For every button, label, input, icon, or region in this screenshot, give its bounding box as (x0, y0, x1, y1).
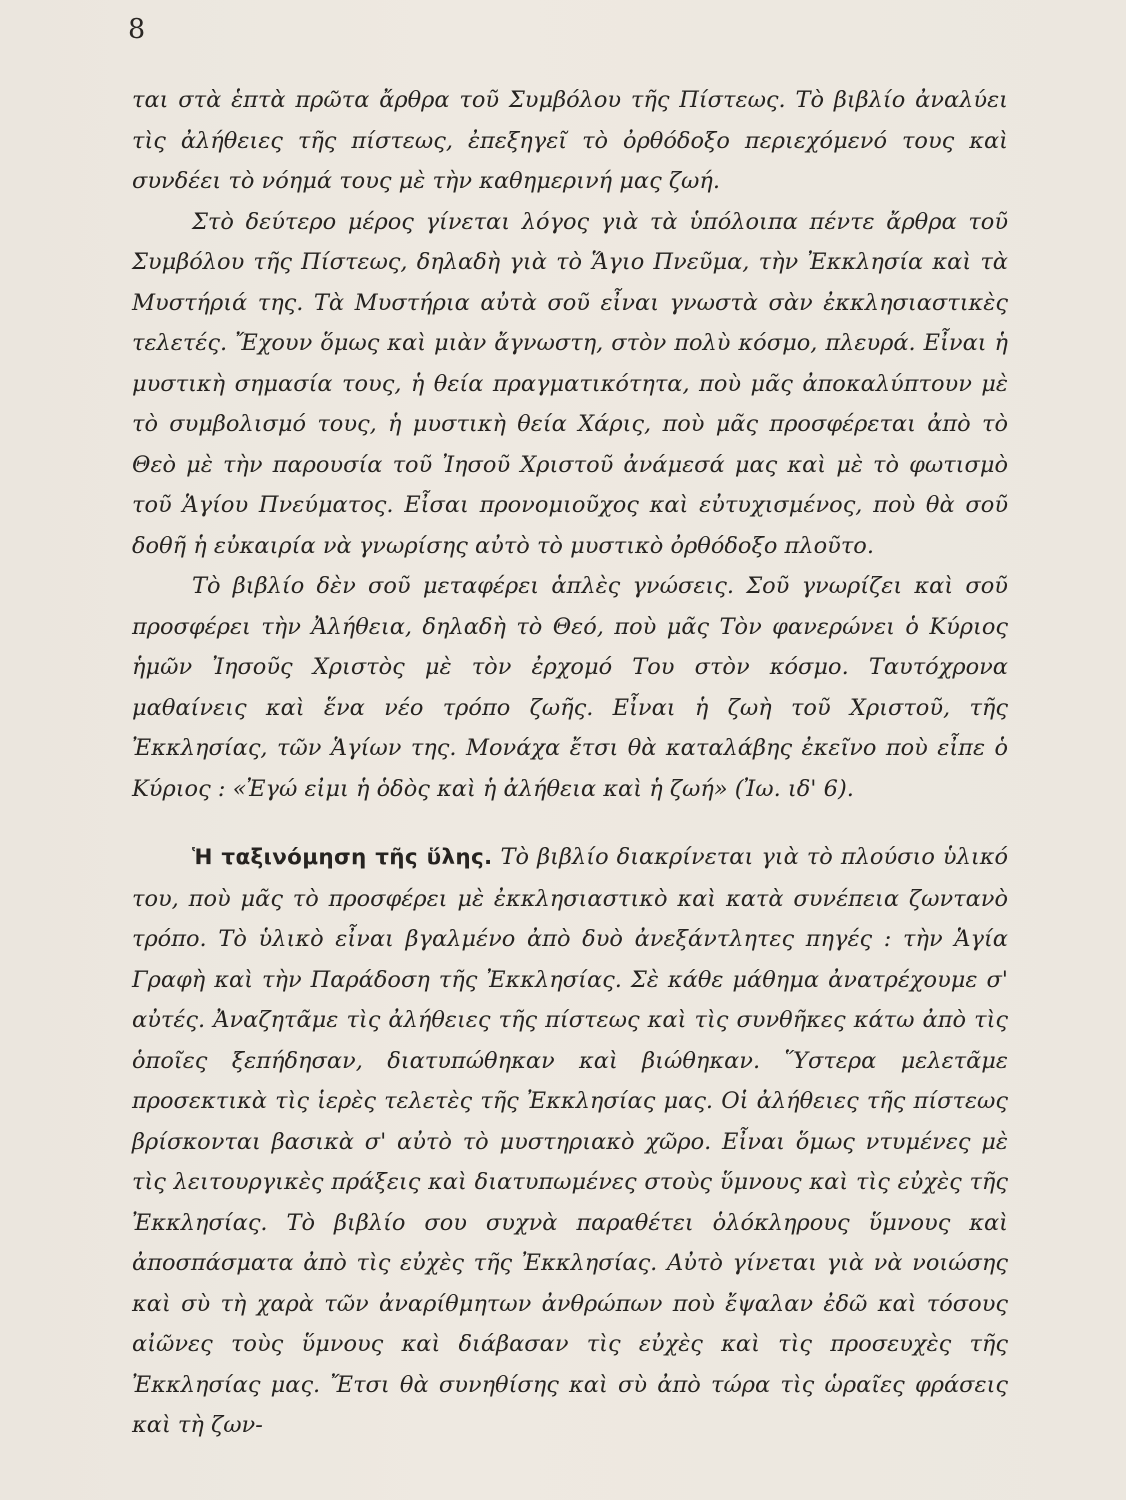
paragraph-continuation: ται στὰ ἑπτὰ πρῶτα ἄρθρα τοῦ Συμβόλου τῆς Πίστεως. Τὸ βιβλίο ἀναλύει τὶς ἀλήθειες τῆς πίστεως, ἐπεξηγεῖ τὸ ὀρθόδοξο περιεχόμενό τους καὶ συνδέει τὸ νόημά τους μὲ τὴν καθημερινή μας ζωή. (132, 87, 1008, 194)
paragraph-second-part: Στὸ δεύτερο μέρος γίνεται λόγος γιὰ τὰ ὑπόλοιπα πέντε ἄρθρα τοῦ Συμβόλου τῆς Πίστεως, δηλαδὴ γιὰ τὸ Ἅγιο Πνεῦμα, τὴν Ἐκκλησία καὶ τὰ Μυστήριά της. Τὰ Μυστήρια αὐτὰ σοῦ εἶναι γνωστὰ σὰν ἐκκλησιαστικὲς τελετές. Ἔχουν ὅμως καὶ μιὰν ἄγνωστη, στὸν πολὺ κόσμο, πλευρά. Εἶναι ἡ μυστικὴ σημασία τους, ἡ θεία πραγματικότητα, ποὺ μᾶς ἀποκαλύπτουν μὲ τὸ συμβολισμό τους, ἡ μυστικὴ θεία Χάρις, ποὺ μᾶς προσφέρεται ἀπὸ τὸ Θεὸ μὲ τὴν παρουσία τοῦ Ἰησοῦ Χριστοῦ ἀνάμεσά μας καὶ μὲ τὸ φωτισμὸ τοῦ Ἁγίου Πνεύματος. Εἶσαι προνομιοῦχος καὶ εὐτυχισμένος, ποὺ θὰ σοῦ δοθῆ ἡ εὐκαιρία νὰ γνωρίσης αὐτὸ τὸ μυστικὸ ὀρθόδοξο πλοῦτο. (132, 208, 1008, 559)
body-text (132, 80, 1008, 1446)
paragraph-book-purpose: Τὸ βιβλίο δὲν σοῦ μεταφέρει ἁπλὲς γνώσεις. Σοῦ γνωρίζει καὶ σοῦ προσφέρει τὴν Ἀλήθεια, δηλαδὴ τὸ Θεό, ποὺ μᾶς Τὸν φανερώνει ὁ Κύριος ἡμῶν Ἰησοῦς Χριστὸς μὲ τὸν ἐρχομό Του στὸν κόσμο. Ταυτόχρονα μαθαίνεις καὶ ἕνα νέο τρόπο ζωῆς. Εἶναι ἡ ζωὴ τοῦ Χριστοῦ, τῆς Ἐκκλησίας, τῶν Ἁγίων της. Μονάχα ἔτσι θὰ καταλάβης ἐκεῖνο ποὺ εἶπε ὁ Κύριος : «Ἐγώ εἰμι ἡ ὁδὸς καὶ ἡ ἀλήθεια καὶ ἡ ζωή» (Ἰω. ιδ' 6). (132, 573, 1008, 802)
paragraph-material-classification (132, 837, 1008, 1446)
section-heading: Ἡ ταξινόμηση τῆς ὕλης. (192, 845, 493, 870)
paragraph-material-text: Τὸ βιβλίο διακρίνεται γιὰ τὸ πλούσιο ὑλικό του, ποὺ μᾶς τὸ προσφέρει μὲ ἐκκλησιαστικὸ καὶ κατὰ συνέπεια ζωντανὸ τρόπο. Τὸ ὑλικὸ εἶναι βγαλμένο ἀπὸ δυὸ ἀνεξάντλητες πηγές : τὴν Ἁγία Γραφὴ καὶ τὴν Παράδοση τῆς Ἐκκλησίας. Σὲ κάθε μάθημα ἀνατρέχουμε σ' αὐτές. Ἀναζητᾶμε τὶς ἀλήθειες τῆς πίστεως καὶ τὶς συνθῆκες κάτω ἀπὸ τὶς ὁποῖες ξεπήδησαν, διατυπώθηκαν καὶ βιώθηκαν. Ὕστερα μελετᾶμε προσεκτικὰ τὶς ἱερὲς τελετὲς τῆς Ἐκκλησίας μας. Οἱ ἀλήθειες τῆς πίστεως βρίσκονται βασικὰ σ' αὐτὸ τὸ μυστηριακὸ χῶρο. Εἶναι ὅμως ντυμένες μὲ τὶς λειτουργικὲς πράξεις καὶ διατυπωμένες στοὺς ὕμνους καὶ τὶς εὐχὲς τῆς Ἐκκλησίας. Τὸ βιβλίο σου συχνὰ παραθέτει ὁλόκληρους ὕμνους καὶ ἀποσπάσματα ἀπὸ τὶς εὐχὲς τῆς Ἐκκλησίας. Αὐτὸ γίνεται γιὰ νὰ νοιώσης καὶ σὺ τὴ χαρὰ τῶν ἀναρίθμητων ἀνθρώπων ποὺ ἔψαλαν ἐδῶ καὶ τόσους αἰῶνες τοὺς ὕμνους καὶ διάβασαν τὶς εὐχὲς καὶ τὶς προσευχὲς τῆς Ἐκκλησίας μας. Ἔτσι θὰ συνηθίσης καὶ σὺ ἀπὸ τώρα τὶς ὡραῖες φράσεις καὶ τὴ ζων- (132, 844, 1008, 1438)
page-number: 8 (128, 14, 146, 45)
